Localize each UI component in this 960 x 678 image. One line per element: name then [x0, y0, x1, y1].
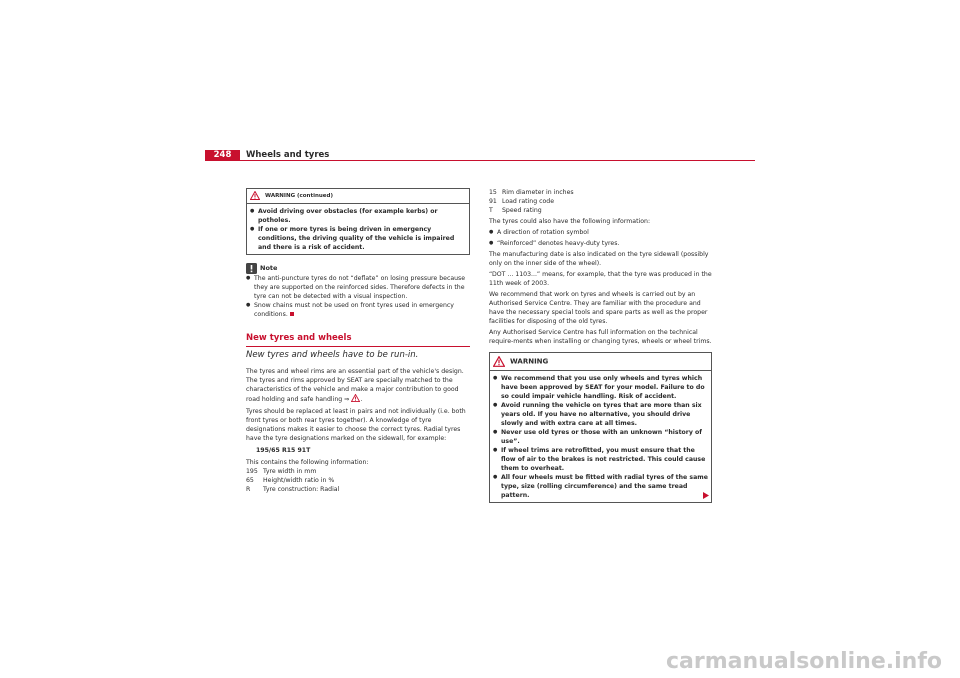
warning-icon [351, 394, 360, 402]
list-item: ● “Reinforced” denotes heavy-duty tyres. [489, 239, 712, 248]
definition-row: 65 Height/width ratio in % [246, 477, 335, 484]
warning-item: ● Avoid driving over obstacles (for example kerbs) or potholes. [250, 207, 466, 225]
body-paragraph: This contains the following information: [246, 459, 369, 466]
warning-item: ● We recommend that you use only wheels and tyres which have been approved by SEAT for your model. Failure to do so could impair vehicle handling. Risk of accident. [493, 374, 708, 401]
header-rule [205, 160, 755, 161]
tyre-code: 195/65 R15 91T [256, 447, 311, 454]
warning-continued-heading: WARNING (continued) [247, 189, 469, 204]
page-number: 248 [205, 150, 240, 160]
warning-icon [250, 191, 260, 200]
definition-row: 195 Tyre width in mm [246, 468, 317, 475]
warning-heading: WARNING [490, 353, 711, 371]
warning-box [489, 352, 712, 503]
page-title: Wheels and tyres [246, 150, 330, 160]
warning-item: ● All four wheels must be fitted with radial tyres of the same type, size (rolling circumference) and the same tread pattern. [493, 473, 708, 500]
left-column [246, 188, 470, 494]
warning-item: ● If wheel trims are retrofitted, you must ensure that the flow of air to the brakes is not restricted. This could cause them to overheat. [493, 446, 708, 473]
continue-arrow-icon [703, 492, 709, 499]
note-heading: Note [260, 264, 278, 272]
note-icon [246, 263, 257, 274]
body-paragraph: The tyres and wheel rims are an essential part of the vehicle's design. The tyres and rims approved by SEAT are specially matched to the characteristics of the vehicle and make a major contribution to good road holding and safe handling ⇒ . [246, 368, 464, 403]
body-paragraph: Any Authorised Service Centre has full information on the technical require-ments when installing or changing tyres, wheels or wheel trims. [489, 329, 712, 345]
section-title: New tyres and wheels [246, 333, 352, 343]
section-rule [246, 346, 470, 347]
watermark: carmanualsonline.info [666, 649, 942, 674]
note-heading-row [246, 263, 470, 274]
body-paragraph: We recommend that work on tyres and wheels is carried out by an Authorised Service Centre. They are familiar with the procedure and have the necessary special tools and spare parts as well as the proper facilities for disposing of the old tyres. [489, 291, 708, 325]
warning-icon [493, 356, 505, 367]
definition-list [489, 188, 712, 215]
definition-row: R Tyre construction: Radial [246, 486, 340, 493]
definition-list [246, 467, 470, 494]
body-paragraph: The manufacturing date is also indicated on the tyre sidewall (possibly only on the inner side of the wheel). [489, 251, 709, 267]
right-column [489, 188, 712, 503]
warning-item: ● If one or more tyres is being driven in emergency conditions, the driving quality of the vehicle is impaired and there is a risk of accident. [250, 225, 466, 252]
definition-row: 15 Rim diameter in inches [489, 189, 574, 196]
warning-item: ● Never use old tyres or those with an unknown “history of use”. [493, 428, 708, 446]
end-marker-icon [290, 312, 294, 316]
definition-row: 91 Load rating code [489, 198, 555, 205]
warning-continued-box [246, 188, 470, 255]
section-subtitle: New tyres and wheels have to be run-in. [246, 350, 419, 360]
body-paragraph: The tyres could also have the following information: [489, 218, 651, 225]
note-item: ● Snow chains must not be used on front tyres used in emergency conditions. [246, 301, 470, 319]
body-paragraph: Tyres should be replaced at least in pairs and not individually (i.e. both front tyres or both rear tyres together). A knowledge of tyre designations makes it easier to choose the correct tyres. Radial tyres have the tyre designations marked on the sidewall, for example: [246, 408, 466, 442]
note-item: ● The anti-puncture tyres do not “deflate” on losing pressure because they are supported on the reinforced sides. Therefore defects in the tyre can not be detected with a visual inspection. [246, 274, 470, 301]
definition-row: T Speed rating [489, 207, 542, 214]
body-paragraph: “DOT ... 1103...” means, for example, that the tyre was produced in the 11th week of 2003. [489, 271, 712, 287]
warning-item: ● Avoid running the vehicle on tyres that are more than six years old. If you have no alternative, you should drive slowly and with extra care at all times. [493, 401, 708, 428]
list-item: ● A direction of rotation symbol [489, 228, 712, 237]
